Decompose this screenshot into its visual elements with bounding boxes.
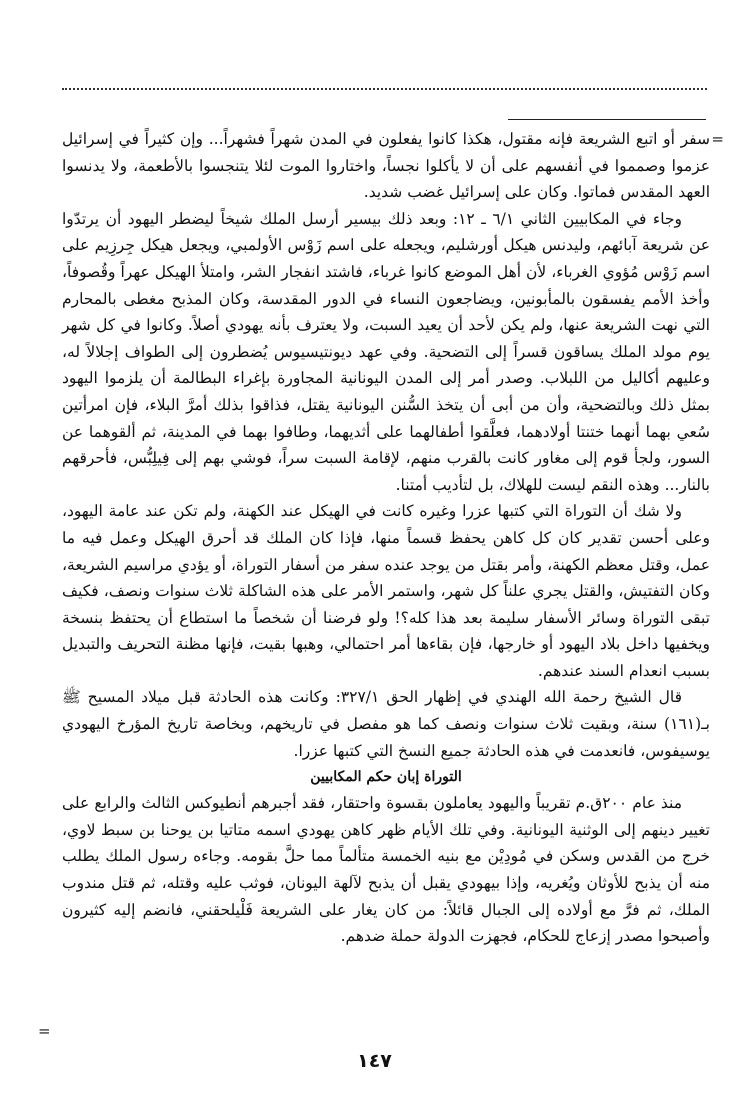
page-number: ١٤٧ [357, 1050, 392, 1072]
continuation-mark: = [711, 130, 724, 148]
footnote-separator-line [508, 119, 706, 120]
paragraph-maccabees-quote: وجاء في المكابيين الثاني ٦/١ ـ ١٢: وبعد ذلك بيسير أرسل الملك شيخاً ليضطر اليهود أن يرتدّوا عن شريعة آبائهم، وليدنس هيكل أورشليم، ويجعله على اسم زَوْس الأولمبي، ويجعل هيكل جِرزِيم على اسم زَوْس مُؤوي الغرباء، لأن أهل الموضع كانوا غرباء، فاشتد انفجار الشر، وامتلأ الهيكل عهراً وقُصوفاً، وأخذ الأمم يفسقون بالمأبونين، ويضاجعون النساء في الدور المقدسة، وكان المذبح مغطى بالمحارم التي نهت الشريعة عنها، ولم يكن لأحد أن يعيد السبت، ولا يعترف بأنه يهودي أصلاً. وكانوا في كل شهر يوم مولد الملك يساقون قسراً إلى التضحية. وفي عهد ديونتيسيوس يُضطرون إلى الطواف إجلالاً له، وعليهم أكاليل من اللبلاب. وصدر أمر إلى المدن اليونانية المجاورة بإغراء البطالمة أن يلزموا اليهود بمثل ذلك وبالتضحية، وأن من أبى أن يتخذ السُّنن اليونانية يقتل، فذاقوا بذلك أمرَّ البلاء، فإن امرأتين سُعي بهما أنهما ختنتا أولادهما، فعلَّقوا أطفالهما على أثديهما، وطافوا بهما في المدينة، ثم ألقوهما عن السور، ولجأ قوم إلى مغاور كانت بالقرب منهم، لإقامة السبت سراً، فوشي بهم إلى فِيلِبُّس، فأحرقهم بالنار... وهذه النقم ليست للهلاك، بل لتأديب أمتنا. [62, 209, 710, 494]
top-dotted-divider [62, 88, 707, 90]
paragraph-torah-analysis: ولا شك أن التوراة التي كتبها عزرا وغيره كانت في الهيكل عند الكهنة، ولم تكن عند عامة اليهود، وعلى أحسن تقدير كان كل كاهن يحفظ قسماً منها، فإذا كان الملك قد أحرق الهيكل وعمل فيه ما عمل، وقتل معظم الكهنة، وأمر بقتل من يوجد عنده سفر من أسفار التوراة، أو يؤدي مراسيم الشريعة، وكان التفتيش، والقتل يجري علناً كل شهر، واستمر الأمر على هذه الشاكلة ثلاث سنوات ونصف، فكيف تبقى التوراة وسائر الأسفار سليمة بعد هذا كله؟! ولو فرضنا أن شخصاً ما استطاع أن يحتفظ بنسخة ويخفيها داخل بلاد اليهود أو خارجها، فإن بقاءها أمر احتمالي، وهبها بقيت، فإنها مظنة التحريف والتبديل بسبب انعدام السند عندهم. [62, 502, 710, 680]
section-heading: التوراة إبان حكم المكابيين [310, 769, 462, 786]
margin-continuation-mark: = [38, 1022, 51, 1040]
paragraph-text: سفر أو اتبع الشريعة فإنه مقتول، هكذا كانوا يفعلون في المدن شهراً فشهراً... وإن كثيراً في إسرائيل عزموا وصمموا في أنفسهم على أن لا يأكلوا نجساً، واختاروا الموت لئلا يتنجسوا بالأطعمة، ولا يدنسوا العهد المقدس فماتوا. وكان على إسرائيل غضب شديد. [62, 130, 710, 202]
paragraph-continuation [62, 126, 724, 206]
paragraph-history: منذ عام ٢٠٠ق.م تقريباً واليهود يعاملون بقسوة واحتقار، فقد أجبرهم أنطيوكس الثالث والرابع على تغيير دينهم إلى الوثنية اليونانية. وفي تلك الأيام ظهر كاهن يهودي اسمه متاتيا بن يوحنا بن سبط لاوي، خرج من القدس وسكن في مُودِيْن مع بنيه الخمسة متألماً مما حلَّ بقومه. وجاءه رسول الملك يطلب منه أن يذبح للأوثان ويُغريه، وإذا بيهودي يقبل أن يذبح لآلهة اليونان، فوثب عليه وقتله، ثم قتل مندوب الملك، ثم فرَّ مع أولاده إلى الجبال قائلاً: من كان يغار على الشريعة فَلْيلحقني، فانضم إليه كثيرون وأصبحوا مصدر إزعاج للحكام، فجهزت الدولة حملة ضدهم. [62, 794, 710, 946]
paragraph-sheikh-quote: قال الشيخ رحمة الله الهندي في إظهار الحق ٣٢٧/١: وكانت هذه الحادثة قبل ميلاد المسيح ﷺ بـ(١٦١) سنة، وبقيت ثلاث سنوات ونصف كما هو مفصل في تاريخهم، وبخاصة تاريخ المؤرخ اليهودي يوسيفوس، فانعدمت في هذه الحادثة جميع النسخ التي كتبها عزرا. [62, 688, 710, 760]
page-body [62, 126, 724, 950]
